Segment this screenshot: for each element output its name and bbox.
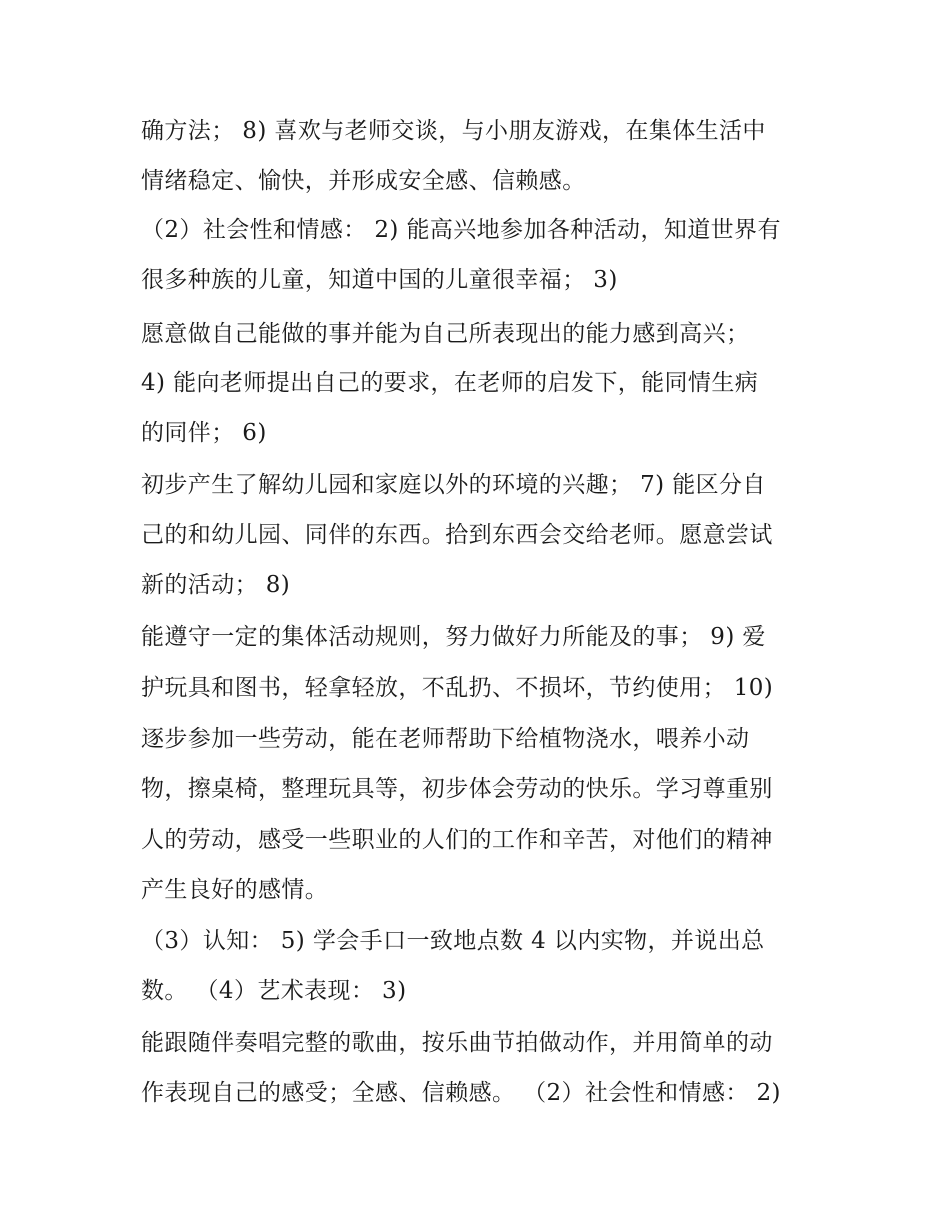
text-line: 能遵守一定的集体活动规则，努力做好力所能及的事； 9) 爱 [141,624,766,650]
text-line: （3）认知： 5) 学会手口一致地点数 4 以内实物，并说出总 [141,928,765,954]
text-line: 情绪稳定、愉快，并形成安全感、信赖感。 [141,168,586,194]
text-line: 逐步参加一些劳动，能在老师帮助下给植物浇水，喂养小动 [141,726,750,752]
text-line: 4) 能向老师提出自己的要求，在老师的启发下，能同情生病 [141,370,759,396]
text-line: 确方法； 8) 喜欢与老师交谈，与小朋友游戏，在集体生活中 [141,118,766,144]
text-line: 初步产生了解幼儿园和家庭以外的环境的兴趣； 7) 能区分自 [141,472,766,498]
text-line: 愿意做自己能做的事并能为自己所表现出的能力感到高兴； [141,321,750,347]
text-line: 护玩具和图书，轻拿轻放，不乱扔、不损坏，节约使用； 10) [141,675,774,701]
text-line: 能跟随伴奏唱完整的歌曲，按乐曲节拍做动作，并用简单的动 [141,1030,773,1056]
text-line: 己的和幼儿园、同伴的东西。拾到东西会交给老师。愿意尝试 [141,522,773,548]
text-line: 作表现自己的感受；全感、信赖感。 （2）社会性和情感： 2) [141,1080,781,1106]
text-line: 的同伴； 6) [141,420,267,446]
text-line: 数。 （4）艺术表现： 3) [141,978,407,1004]
text-line: 很多种族的儿童，知道中国的儿童很幸福； 3) [141,267,618,293]
text-line: （2）社会性和情感： 2) 能高兴地参加各种活动，知道世界有 [141,217,781,243]
text-line: 产生良好的感情。 [141,877,329,903]
text-line: 物，擦桌椅，整理玩具等，初步体会劳动的快乐。学习尊重别 [141,776,773,802]
text-line: 人的劳动，感受一些职业的人们的工作和辛苦，对他们的精神 [141,827,773,853]
text-line: 新的活动； 8) [141,572,291,598]
